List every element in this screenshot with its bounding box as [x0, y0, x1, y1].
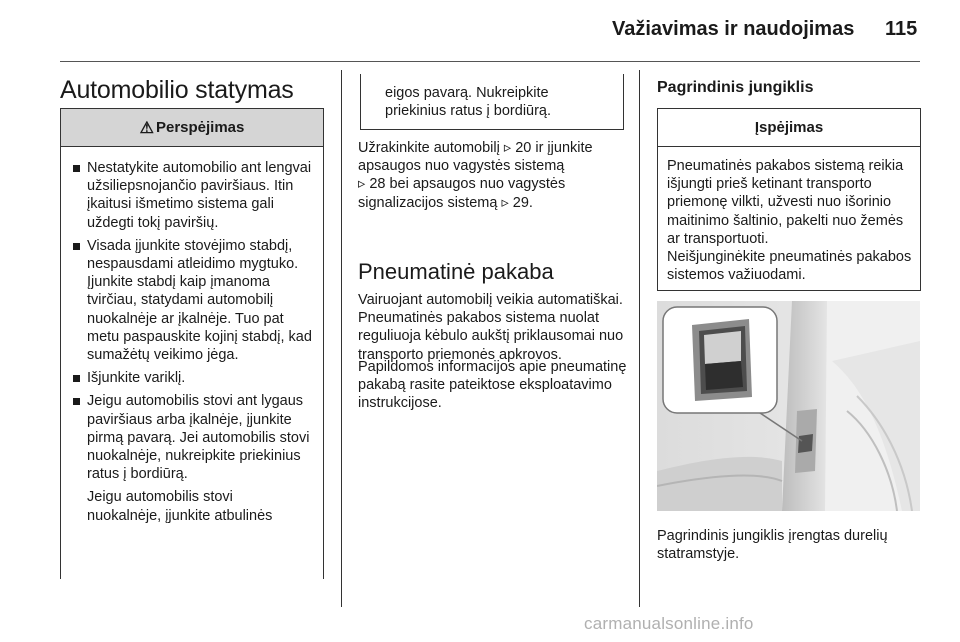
column-divider	[341, 70, 342, 607]
caution-box-header: Įspėjimas	[658, 109, 920, 147]
column-divider	[639, 70, 640, 607]
list-item: Išjunkite variklį.	[61, 369, 319, 387]
watermark: carmanualsonline.info	[584, 614, 754, 633]
text-line	[358, 139, 628, 157]
section-heading-air-suspension: Pneumatinė pakaba	[358, 259, 554, 284]
text-line: apsaugos nuo vagystės sistemą	[358, 158, 565, 175]
door-pillar-switch-illustration	[657, 301, 920, 511]
page-ref-icon: ▹	[503, 140, 512, 156]
text-line	[358, 175, 628, 193]
warning-continuation	[61, 488, 319, 524]
text-line: nuokalnėje, įjunkite atbulinės	[87, 507, 273, 524]
header-divider	[60, 61, 920, 62]
running-header-title: Važiavimas ir naudojimas	[612, 18, 855, 40]
page-number: 115	[885, 18, 918, 40]
text-span: signalizacijos sistemą	[358, 194, 502, 211]
text-line	[358, 194, 628, 212]
air-suspension-paragraph: Vairuojant automobilį veikia automatiškai. Pneumatinės pakabos sistema nuolat reguliuoja kėbulo aukštį priklausomai nuo transporto priemonės apkrovos.	[358, 292, 624, 363]
section-heading-main-switch: Pagrindinis jungiklis	[657, 79, 814, 96]
locking-paragraph	[358, 139, 628, 212]
section-heading-parking: Automobilio statymas	[60, 76, 294, 104]
text-span: ir įjunkite	[531, 140, 593, 156]
warning-triangle-icon: ⚠	[139, 119, 154, 137]
caution-paragraph: Neišjunginėkite pneumatinės pakabos sistemos važiuodami.	[667, 249, 912, 284]
text-line: eigos pavarą. Nukreipkite	[385, 85, 549, 101]
page-ref[interactable]: 28	[369, 176, 386, 193]
text-span: Užrakinkite automobilį	[358, 140, 504, 156]
page-ref[interactable]: 29	[512, 194, 529, 211]
warning-box-header	[61, 109, 323, 147]
caution-box	[657, 108, 921, 291]
text-span: .	[528, 194, 533, 211]
text-span: bei apsaugos nuo vagystės	[385, 176, 566, 193]
text-line: Jeigu automobilis stovi	[87, 489, 233, 506]
main-switch-illustration	[657, 301, 920, 511]
warning-title: Perspėjimas	[155, 119, 245, 136]
warning-box	[60, 108, 324, 579]
page-ref[interactable]: 20	[515, 140, 532, 156]
page-ref-icon: ▹	[501, 194, 509, 211]
list-item: Nestatykite automobilio ant lengvai užsiliepsnojančio paviršiaus. Itin įkaitusi išmetimo sistema gali uždegti tokį paviršių.	[61, 159, 319, 232]
additional-info-paragraph: Papildomos informacijos apie pneumatinę pakabą rasite pateiktose eksploatavimo instrukcijose.	[358, 359, 627, 412]
page-ref-icon: ▹	[358, 176, 366, 193]
warning-body	[61, 159, 319, 525]
warning-box-continuation	[360, 74, 624, 130]
warning-list	[61, 159, 319, 483]
list-item: Jeigu automobilis stovi ant lygaus paviršiaus arba įkalnėje, įjunkite pirmą pavarą. Jei automobilis stovi nuokalnėje, nukreipkite priekinius ratus į bordiūrą.	[61, 392, 319, 483]
figure-caption: Pagrindinis jungiklis įrengtas durelių statramstyje.	[657, 528, 888, 563]
list-item: Visada įjunkite stovėjimo stabdį, nespausdami atleidimo mygtuko. Įjunkite stabdį kaip įmanoma tvirčiau, statydami automobilį nuokalnėje ar įkalnėje. Tuo pat metu paspauskite kojinį stabdį, kad sumažėtų veikimo jėga.	[61, 237, 319, 364]
warning-continuation-text	[385, 84, 617, 120]
caution-paragraph: Pneumatinės pakabos sistemą reikia išjungti prieš ketinant transporto priemonę vilkti, užvesti nuo išorinio maitinimo šaltinio, pakelti nuo žemės ar transportuoti.	[667, 158, 904, 247]
text-line: priekinius ratus į bordiūrą.	[385, 103, 552, 120]
